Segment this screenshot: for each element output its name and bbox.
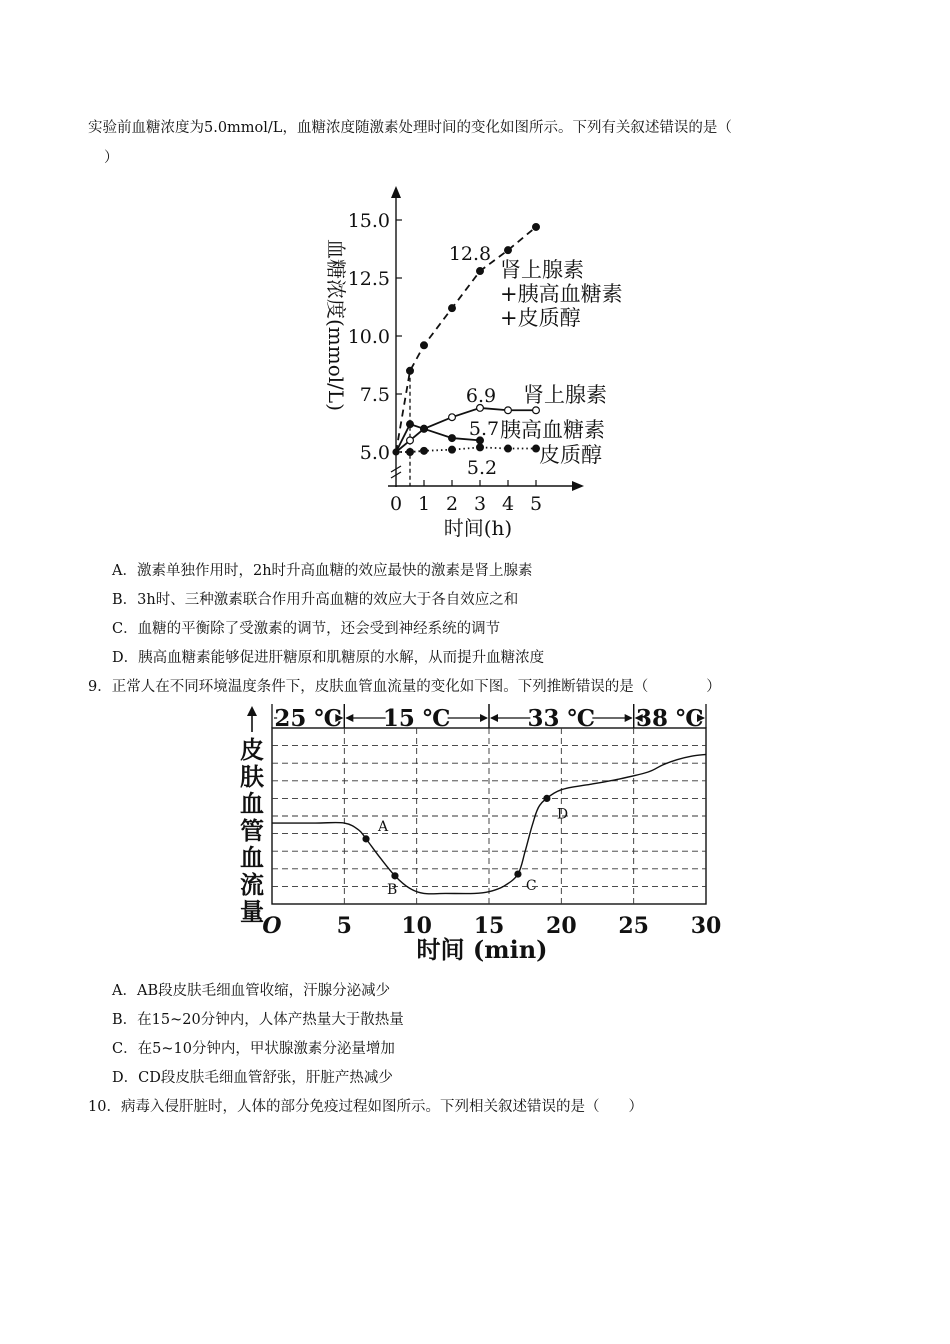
data-point <box>533 224 540 231</box>
data-point <box>505 407 512 414</box>
data-point <box>407 449 414 456</box>
series-name: +皮质醇 <box>500 306 581 330</box>
q8-intro-line2: ） <box>104 150 119 166</box>
data-point <box>421 425 428 432</box>
y-axis-label-char: 血 <box>240 789 264 818</box>
data-point <box>421 447 428 454</box>
y-tick-label: 15.0 <box>347 210 390 232</box>
x-tick-label: 10 <box>401 913 432 939</box>
band-arrowhead <box>345 714 353 722</box>
series-name: 肾上腺素 <box>500 258 584 282</box>
glucose-chart <box>0 180 950 540</box>
blood-flow-chart <box>0 698 950 968</box>
band-label: 38 ℃ <box>636 705 704 732</box>
x-tick-label: 0 <box>389 493 403 515</box>
band-label: 33 ℃ <box>527 705 596 732</box>
q8-option-d: D．胰高血糖素能够促进肝糖原和肌糖原的水解，从而提升血糖浓度 <box>112 650 545 666</box>
y-axis-arrow <box>391 186 401 198</box>
data-point <box>505 445 512 452</box>
band-label: 25 ℃ <box>274 705 342 732</box>
y-axis-label-char: 肤 <box>240 762 264 791</box>
data-point <box>449 414 456 421</box>
y-tick-label: 5.0 <box>359 442 390 464</box>
y-axis-label-char: 血 <box>240 843 264 872</box>
x-tick-label: 3 <box>473 493 487 515</box>
q9-option-a: A．AB段皮肤毛细血管收缩，汗腺分泌减少 <box>112 983 391 999</box>
y-tick-label: 7.5 <box>359 384 390 406</box>
origin-label: O <box>262 913 282 939</box>
series-name: 肾上腺素 <box>523 383 607 407</box>
band-label: 15 ℃ <box>382 705 451 732</box>
data-point <box>407 367 414 374</box>
point-label: A <box>378 818 389 835</box>
point-label: C <box>525 878 537 895</box>
x-axis-label: 时间 (min) <box>416 935 548 964</box>
y-axis-arrowhead <box>247 706 257 716</box>
x-tick-label: 2 <box>445 493 459 515</box>
band-arrowhead <box>490 714 498 722</box>
peak-label: 5.2 <box>466 457 498 479</box>
point-label: B <box>386 881 398 898</box>
band-arrowhead <box>480 714 488 722</box>
q9-option-c: C．在5~10分钟内，甲状腺激素分泌量增加 <box>112 1041 395 1057</box>
y-tick-label: 10.0 <box>347 326 390 348</box>
x-tick-label: 25 <box>618 913 649 939</box>
data-point <box>407 437 414 444</box>
data-point <box>505 247 512 254</box>
x-tick-label: 15 <box>473 913 505 939</box>
q9-option-b: B．在15~20分钟内，人体产热量大于散热量 <box>112 1012 404 1028</box>
series-line <box>396 447 536 452</box>
data-point <box>449 446 456 453</box>
data-point <box>477 268 484 275</box>
q9-option-d: D．CD段皮肤毛细血管舒张，肝脏产热减少 <box>112 1070 393 1086</box>
point-a <box>362 835 369 842</box>
y-axis-label: 血糖浓度(mmol/L) <box>324 239 348 411</box>
x-axis-label: 时间(h) <box>443 516 513 540</box>
peak-label: 6.9 <box>465 385 497 407</box>
data-point <box>449 435 456 442</box>
peak-label: 5.7 <box>468 418 500 440</box>
x-tick-label: 5 <box>529 493 543 515</box>
y-axis-label-char: 皮 <box>240 735 264 764</box>
y-axis-label-char: 流 <box>240 870 264 899</box>
data-point <box>449 305 456 312</box>
q9-stem: 9．正常人在不同环境温度条件下，皮肤血管血流量的变化如下图。下列推断错误的是（ ） <box>88 679 721 695</box>
x-tick-label: 5 <box>336 913 352 939</box>
series-name: 皮质醇 <box>539 443 602 467</box>
x-tick-label: 20 <box>546 913 577 939</box>
series-name: +胰高血糖素 <box>500 282 623 306</box>
data-point <box>407 421 414 428</box>
q8-option-a: A．激素单独作用时，2h时升高血糖的效应最快的激素是肾上腺素 <box>112 563 533 579</box>
data-point <box>533 407 540 414</box>
q8-intro-line1: 实验前血糖浓度为5.0mmol/L，血糖浓度随激素处理时间的变化如图所示。下列有关叙述错误的是（ <box>88 120 732 136</box>
point-d <box>543 795 550 802</box>
x-tick-label: 4 <box>501 493 515 515</box>
q8-option-c: C．血糖的平衡除了受激素的调节，还会受到神经系统的调节 <box>112 621 501 637</box>
origin-point <box>392 448 399 455</box>
y-tick-label: 12.5 <box>347 268 390 290</box>
band-arrowhead <box>625 714 633 722</box>
x-tick-label: 1 <box>417 493 431 515</box>
point-c <box>514 870 521 877</box>
q10-stem: 10．病毒入侵肝脏时，人体的部分免疫过程如图所示。下列相关叙述错误的是（ ） <box>88 1099 643 1115</box>
y-axis-label-char: 管 <box>240 816 264 845</box>
x-tick-label: 30 <box>690 913 722 939</box>
y-axis-label-char: 量 <box>240 897 264 926</box>
x-axis-arrow <box>572 481 584 491</box>
data-point <box>477 444 484 451</box>
data-point <box>421 342 428 349</box>
point-b <box>391 872 398 879</box>
q8-option-b: B．3h时、三种激素联合作用升高血糖的效应大于各自效应之和 <box>112 592 519 608</box>
peak-label: 12.8 <box>448 243 492 265</box>
series-name: 胰高血糖素 <box>500 418 605 442</box>
point-label: D <box>556 806 569 823</box>
